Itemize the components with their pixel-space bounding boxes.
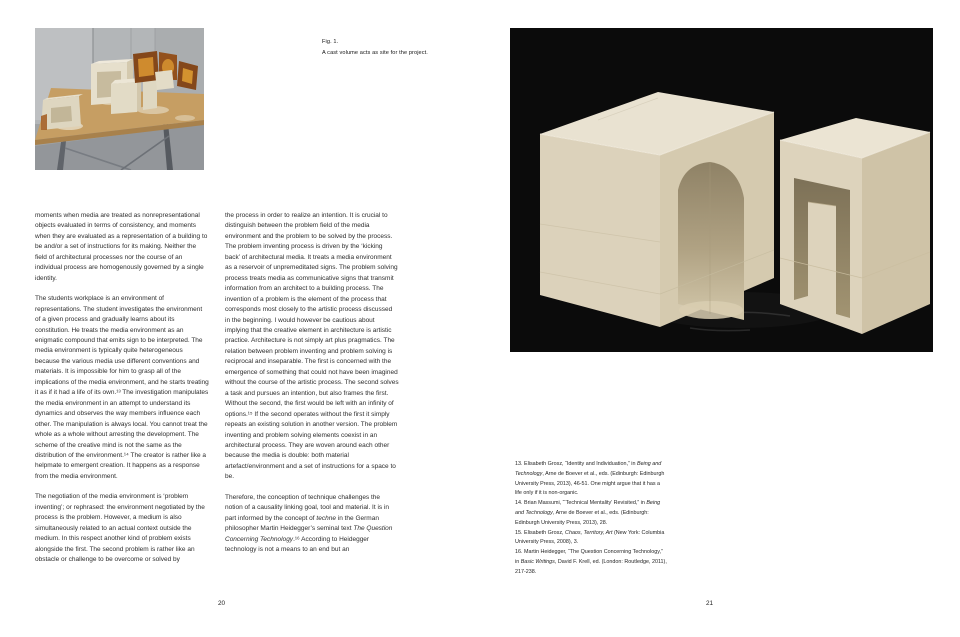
text-segment: , David F. Krell, ed. (London: Routledge, 2011), 217-238. [515, 558, 667, 575]
text-segment: The students workplace is an environment of representations. The student investigates the environment of a given process and gradually learns about its constitution. He treats the media environment as an enigmatic compound that emits sign to be interpreted. The media environment is typically quite heterogeneous because the various media use different conventions and materials. It is impossible for him to grasp all of the implications of the media environment, and he starts treating it as if it had a life of its own.¹³ The investigation manipulates the media environment in an attempt to understand its dynamics and observes the way members influence each other. The manipulation is always local. You cannot treat the whole as a whole without arresting the development. The scheme of the creative mind is not the same as the distribution of the environment.¹⁴ The creator is rather like a helpmate to emergent creation. It happens as a response from the media environment. [35, 295, 209, 480]
italic-text: Chaos, Territory, Art [565, 529, 613, 536]
page-number-right: 21 [706, 600, 714, 607]
cast-volume-left [540, 92, 774, 327]
italic-text: techne [316, 514, 336, 522]
cast-volume-right [780, 118, 930, 334]
body-paragraph [35, 492, 209, 565]
text-segment: The negotiation of the media environment is ‘problem inventing’; or rephrased: the environment negotiated by the process is the problem. However, a medium is also simultaneously related to an actual context outside the medium. In this respect another kind of problem exists alongside the first. The second problem is rather like an obstacle or challenge to be overcome or solved by [35, 493, 205, 564]
text-segment: 16. Martin Heidegger, “The Question Concerning Technology,” in [515, 549, 663, 565]
italic-text: Basic Writings [520, 558, 555, 565]
figure-1-caption [322, 37, 428, 59]
body-paragraph [225, 211, 399, 483]
figure-1-caption-text: A cast volume acts as site for the project. [322, 50, 428, 56]
footnote-entry [515, 548, 667, 577]
text-segment: , Arne de Boever et al., eds. (Edinburgh: Edinburgh University Press, 2013), 28. [515, 509, 649, 526]
text-segment: 13. Elisabeth Grosz, “Identity and Individuation,” in [515, 461, 637, 467]
text-segment: moments when media are treated as nonrepresentational objects evaluated in terms of consistency, and moments when they are evaluated as a representation of a building to be and/or a set of instructions for its making. Neither the field of architectural processes nor the course of an individual process are homogenously governed by a single identity. [35, 212, 208, 282]
text-segment: (New York: Columbia University Press, 2008), 3. [515, 529, 665, 546]
body-paragraph [35, 211, 209, 284]
text-segment: in the German philosopher Martin Heidegger’s seminal text [225, 514, 379, 533]
text-segment: , Arne de Boever et al., eds. (Edinburgh: Edinburgh University Press, 2013), 46-51. One might argue that it has a life only if it is non-organic. [515, 470, 665, 497]
italic-text: Being and Technology [515, 500, 661, 516]
text-segment: .¹⁶ According to Heidegger technology is not a means to an end but an [225, 535, 370, 554]
italic-text: Being and Technology [515, 461, 662, 477]
page-number-left: 20 [218, 600, 226, 607]
text-segment: 14. Brian Massumi, “‘Technical Mentality’ Revisited,” in [515, 500, 647, 507]
footnotes [515, 460, 667, 578]
text-column-1 [35, 211, 209, 576]
text-segment: Therefore, the conception of technique challenges the notion of a causality linking goal, tool and material. It is in part informed by the concept of [225, 493, 390, 522]
footnote-entry [515, 499, 667, 528]
footnote-entry [515, 460, 667, 499]
text-segment: the process in order to realize an intention. It is crucial to distinguish between the problem field of the media environment and the problem to be solved by the process. The problem inventing process is driven by the ‘kicking back’ of architectural media. It treats a media environment as a reservoir of unpremeditated signs. The problem solving process treats media as communicative signs that transmit information from an architect to a building process. The invention of a problem is the element of the process that corresponds most closely to the artistic process discussed in the beginning. I would however be cautious about implying that the creative element in architecture is artistic practice. Architecture is not simply art plus pragmatics. The relation between problem inventing and problem solving is reciprocal and inseparable. The first is concerned with the emergence of something that could not have been imagined without the course of the artistic process. The second solves a task and pursues an intention, but also frames the first. Without the second, the first would be left with an infinity of options.¹⁵ If the second operates without the first it simply repeats an existing solution in another version. The problem inventing and problem solving elements coexist in an architectural process. They are woven around each other because the media is double: both material artefact/environment and a set of instructions for a space to be. [225, 212, 399, 481]
cast-volumes-photo [510, 28, 933, 352]
text-segment: 15. Elisabeth Grosz, [515, 529, 566, 536]
figure-1-caption-label: Fig. 1. [322, 39, 339, 45]
body-paragraph [225, 493, 399, 556]
page-right [480, 0, 960, 637]
body-paragraph [35, 294, 209, 482]
figure-1-photo [35, 28, 204, 170]
italic-text: The Question Concerning Technology [225, 525, 393, 543]
footnote-entry [515, 529, 667, 549]
text-column-2 [225, 211, 399, 566]
